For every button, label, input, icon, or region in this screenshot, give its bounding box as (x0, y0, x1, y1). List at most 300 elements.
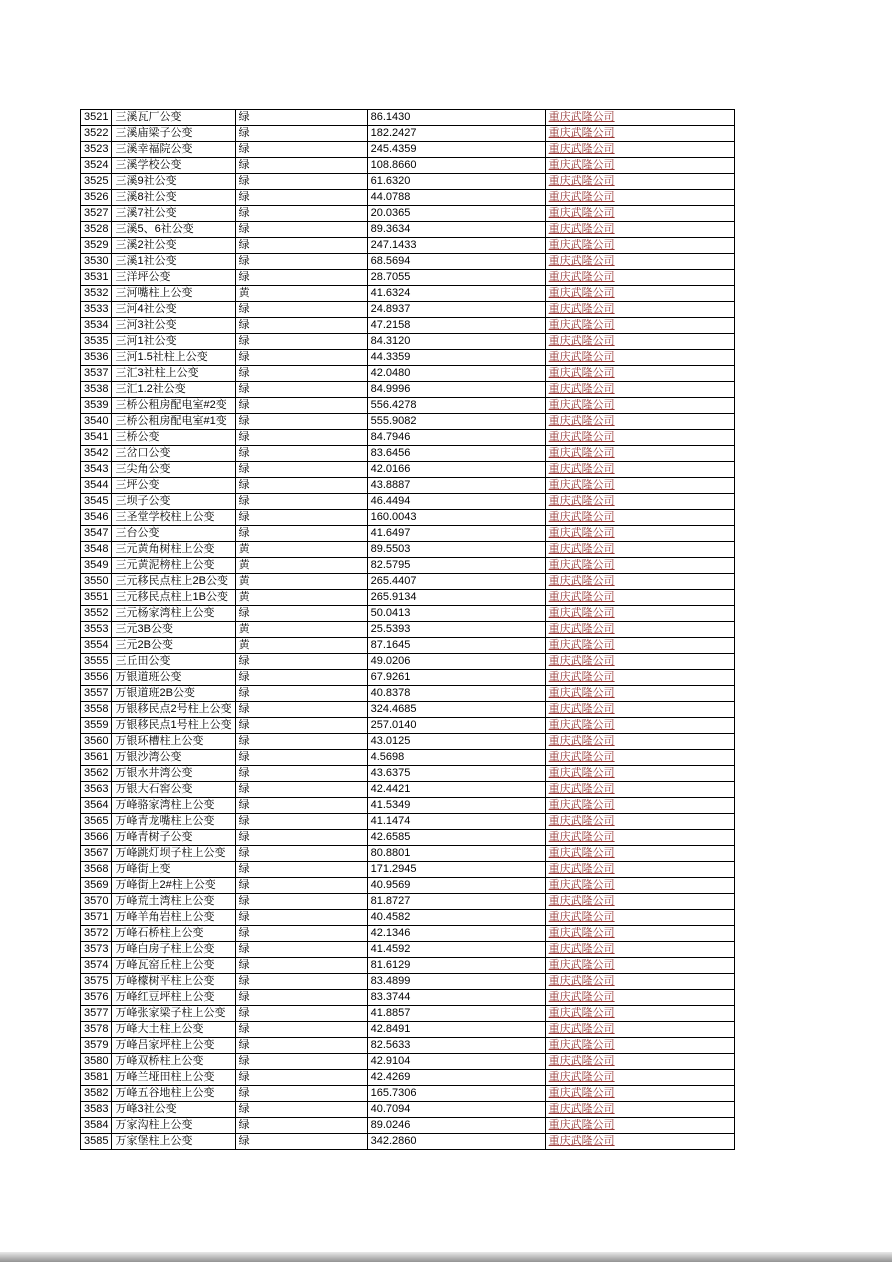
status-cell: 绿 (235, 846, 367, 862)
company-cell[interactable]: 重庆武隆公司 (545, 830, 734, 846)
company-cell[interactable]: 重庆武隆公司 (545, 350, 734, 366)
name-cell: 万峰白房子柱上公变 (112, 942, 235, 958)
row-id-cell: 3573 (81, 942, 112, 958)
row-id-cell: 3563 (81, 782, 112, 798)
value-cell: 41.5349 (367, 798, 545, 814)
company-cell[interactable]: 重庆武隆公司 (545, 126, 734, 142)
table-row (81, 190, 735, 206)
row-id-cell: 3553 (81, 622, 112, 638)
name-cell: 万峰街上2#柱上公变 (112, 878, 235, 894)
status-cell: 绿 (235, 1102, 367, 1118)
company-cell[interactable]: 重庆武隆公司 (545, 334, 734, 350)
company-cell[interactable]: 重庆武隆公司 (545, 382, 734, 398)
value-cell: 83.3744 (367, 990, 545, 1006)
table-row (81, 174, 735, 190)
row-id-cell: 3528 (81, 222, 112, 238)
value-cell: 108.8660 (367, 158, 545, 174)
status-cell: 绿 (235, 126, 367, 142)
name-cell: 万峰骆家湾柱上公变 (112, 798, 235, 814)
status-cell: 绿 (235, 526, 367, 542)
name-cell: 三溪1社公变 (112, 254, 235, 270)
value-cell: 160.0043 (367, 510, 545, 526)
table-row (81, 254, 735, 270)
name-cell: 三溪5、6社公变 (112, 222, 235, 238)
name-cell: 万银大石窖公变 (112, 782, 235, 798)
row-id-cell: 3545 (81, 494, 112, 510)
table-row (81, 798, 735, 814)
company-cell[interactable]: 重庆武隆公司 (545, 206, 734, 222)
table-row (81, 942, 735, 958)
row-id-cell: 3537 (81, 366, 112, 382)
table-row (81, 894, 735, 910)
table-row (81, 926, 735, 942)
status-cell: 绿 (235, 1054, 367, 1070)
company-cell[interactable]: 重庆武隆公司 (545, 270, 734, 286)
status-cell: 绿 (235, 1086, 367, 1102)
table-row (81, 366, 735, 382)
company-cell[interactable]: 重庆武隆公司 (545, 638, 734, 654)
table-row (81, 558, 735, 574)
company-cell[interactable]: 重庆武隆公司 (545, 510, 734, 526)
row-id-cell: 3557 (81, 686, 112, 702)
company-cell[interactable]: 重庆武隆公司 (545, 910, 734, 926)
name-cell: 万银水井湾公变 (112, 766, 235, 782)
value-cell: 41.6324 (367, 286, 545, 302)
status-cell: 绿 (235, 270, 367, 286)
value-cell: 67.9261 (367, 670, 545, 686)
value-cell: 61.6320 (367, 174, 545, 190)
company-cell[interactable]: 重庆武隆公司 (545, 1086, 734, 1102)
status-cell: 绿 (235, 350, 367, 366)
row-id-cell: 3525 (81, 174, 112, 190)
row-id-cell: 3565 (81, 814, 112, 830)
table-row (81, 606, 735, 622)
status-cell: 绿 (235, 510, 367, 526)
status-cell: 绿 (235, 894, 367, 910)
status-cell: 绿 (235, 606, 367, 622)
status-cell: 绿 (235, 958, 367, 974)
company-cell[interactable]: 重庆武隆公司 (545, 1006, 734, 1022)
table-row (81, 878, 735, 894)
table-row (81, 1022, 735, 1038)
row-id-cell: 3583 (81, 1102, 112, 1118)
company-cell[interactable]: 重庆武隆公司 (545, 750, 734, 766)
name-cell: 万银移民点2号柱上公变 (112, 702, 235, 718)
company-cell[interactable]: 重庆武隆公司 (545, 702, 734, 718)
name-cell: 万峰檬树平柱上公变 (112, 974, 235, 990)
status-cell: 绿 (235, 734, 367, 750)
name-cell: 万峰双桥柱上公变 (112, 1054, 235, 1070)
value-cell: 265.9134 (367, 590, 545, 606)
name-cell: 万峰吕家坪柱上公变 (112, 1038, 235, 1054)
row-id-cell: 3581 (81, 1070, 112, 1086)
company-cell[interactable]: 重庆武隆公司 (545, 1038, 734, 1054)
row-id-cell: 3530 (81, 254, 112, 270)
company-cell[interactable]: 重庆武隆公司 (545, 798, 734, 814)
name-cell: 三河3社公变 (112, 318, 235, 334)
value-cell: 42.1346 (367, 926, 545, 942)
row-id-cell: 3527 (81, 206, 112, 222)
table-row (81, 734, 735, 750)
company-cell[interactable]: 重庆武隆公司 (545, 414, 734, 430)
value-cell: 257.0140 (367, 718, 545, 734)
value-cell: 83.6456 (367, 446, 545, 462)
name-cell: 万峰兰垭田柱上公变 (112, 1070, 235, 1086)
row-id-cell: 3542 (81, 446, 112, 462)
name-cell: 万峰跳灯坝子柱上公变 (112, 846, 235, 862)
row-id-cell: 3547 (81, 526, 112, 542)
company-cell[interactable]: 重庆武隆公司 (545, 238, 734, 254)
table-row (81, 158, 735, 174)
company-cell[interactable]: 重庆武隆公司 (545, 446, 734, 462)
company-cell[interactable]: 重庆武隆公司 (545, 990, 734, 1006)
company-cell[interactable]: 重庆武隆公司 (545, 814, 734, 830)
company-cell[interactable]: 重庆武隆公司 (545, 1102, 734, 1118)
row-id-cell: 3574 (81, 958, 112, 974)
name-cell: 三汇1.2社公变 (112, 382, 235, 398)
company-cell[interactable]: 重庆武隆公司 (545, 766, 734, 782)
status-cell: 绿 (235, 478, 367, 494)
table-row (81, 462, 735, 478)
value-cell: 41.4592 (367, 942, 545, 958)
status-cell: 绿 (235, 686, 367, 702)
status-cell: 绿 (235, 430, 367, 446)
table-row (81, 222, 735, 238)
company-cell[interactable]: 重庆武隆公司 (545, 398, 734, 414)
company-cell[interactable]: 重庆武隆公司 (545, 894, 734, 910)
status-cell: 黄 (235, 622, 367, 638)
row-id-cell: 3541 (81, 430, 112, 446)
name-cell: 三溪瓦厂公变 (112, 110, 235, 126)
status-cell: 黄 (235, 286, 367, 302)
status-cell: 绿 (235, 142, 367, 158)
row-id-cell: 3562 (81, 766, 112, 782)
value-cell: 84.3120 (367, 334, 545, 350)
company-cell[interactable]: 重庆武隆公司 (545, 734, 734, 750)
company-cell[interactable]: 重庆武隆公司 (545, 1118, 734, 1134)
status-cell: 绿 (235, 366, 367, 382)
company-cell[interactable]: 重庆武隆公司 (545, 542, 734, 558)
status-cell: 绿 (235, 158, 367, 174)
name-cell: 万银环槽柱上公变 (112, 734, 235, 750)
value-cell: 68.5694 (367, 254, 545, 270)
name-cell: 万峰红豆坪柱上公变 (112, 990, 235, 1006)
name-cell: 三元黄泥榜柱上公变 (112, 558, 235, 574)
company-cell[interactable]: 重庆武隆公司 (545, 1022, 734, 1038)
status-cell: 绿 (235, 254, 367, 270)
row-id-cell: 3538 (81, 382, 112, 398)
table-row (81, 494, 735, 510)
row-id-cell: 3568 (81, 862, 112, 878)
table-row (81, 638, 735, 654)
value-cell: 265.4407 (367, 574, 545, 590)
table-row (81, 206, 735, 222)
row-id-cell: 3555 (81, 654, 112, 670)
table-row (81, 382, 735, 398)
value-cell: 25.5393 (367, 622, 545, 638)
table-row (81, 750, 735, 766)
status-cell: 绿 (235, 798, 367, 814)
table-row (81, 670, 735, 686)
name-cell: 万峰荒土湾柱上公变 (112, 894, 235, 910)
name-cell: 万峰青龙嘴柱上公变 (112, 814, 235, 830)
value-cell: 81.6129 (367, 958, 545, 974)
company-cell[interactable]: 重庆武隆公司 (545, 926, 734, 942)
value-cell: 40.4582 (367, 910, 545, 926)
row-id-cell: 3582 (81, 1086, 112, 1102)
company-cell[interactable]: 重庆武隆公司 (545, 590, 734, 606)
value-cell: 42.9104 (367, 1054, 545, 1070)
row-id-cell: 3539 (81, 398, 112, 414)
name-cell: 三洋坪公变 (112, 270, 235, 286)
value-cell: 42.6585 (367, 830, 545, 846)
row-id-cell: 3566 (81, 830, 112, 846)
status-cell: 绿 (235, 334, 367, 350)
status-cell: 绿 (235, 926, 367, 942)
company-cell[interactable]: 重庆武隆公司 (545, 846, 734, 862)
table-row (81, 270, 735, 286)
name-cell: 三元杨家湾柱上公变 (112, 606, 235, 622)
company-cell[interactable]: 重庆武隆公司 (545, 782, 734, 798)
row-id-cell: 3532 (81, 286, 112, 302)
company-cell[interactable]: 重庆武隆公司 (545, 142, 734, 158)
row-id-cell: 3550 (81, 574, 112, 590)
value-cell: 46.4494 (367, 494, 545, 510)
company-cell[interactable]: 重庆武隆公司 (545, 190, 734, 206)
value-cell: 555.9082 (367, 414, 545, 430)
value-cell: 50.0413 (367, 606, 545, 622)
row-id-cell: 3560 (81, 734, 112, 750)
row-id-cell: 3571 (81, 910, 112, 926)
company-cell[interactable]: 重庆武隆公司 (545, 686, 734, 702)
table-row (81, 654, 735, 670)
company-cell[interactable]: 重庆武隆公司 (545, 302, 734, 318)
table-row (81, 414, 735, 430)
status-cell: 绿 (235, 446, 367, 462)
name-cell: 三桥公变 (112, 430, 235, 446)
value-cell: 47.2158 (367, 318, 545, 334)
company-cell[interactable]: 重庆武隆公司 (545, 478, 734, 494)
status-cell: 绿 (235, 1006, 367, 1022)
row-id-cell: 3556 (81, 670, 112, 686)
name-cell: 三溪8社公变 (112, 190, 235, 206)
status-cell: 绿 (235, 654, 367, 670)
name-cell: 万峰张家梁子柱上公变 (112, 1006, 235, 1022)
value-cell: 40.7094 (367, 1102, 545, 1118)
name-cell: 万峰瓦窑丘柱上公变 (112, 958, 235, 974)
value-cell: 84.9996 (367, 382, 545, 398)
status-cell: 绿 (235, 1134, 367, 1150)
company-cell[interactable]: 重庆武隆公司 (545, 878, 734, 894)
table-row (81, 830, 735, 846)
status-cell: 黄 (235, 574, 367, 590)
value-cell: 44.0788 (367, 190, 545, 206)
company-cell[interactable]: 重庆武隆公司 (545, 462, 734, 478)
company-cell[interactable]: 重庆武隆公司 (545, 174, 734, 190)
company-cell[interactable]: 重庆武隆公司 (545, 1054, 734, 1070)
company-cell[interactable]: 重庆武隆公司 (545, 494, 734, 510)
row-id-cell: 3559 (81, 718, 112, 734)
status-cell: 绿 (235, 318, 367, 334)
table-row (81, 1070, 735, 1086)
name-cell: 三溪庙梁子公变 (112, 126, 235, 142)
row-id-cell: 3543 (81, 462, 112, 478)
table-row (81, 350, 735, 366)
row-id-cell: 3524 (81, 158, 112, 174)
company-cell[interactable]: 重庆武隆公司 (545, 430, 734, 446)
table-row (81, 782, 735, 798)
row-id-cell: 3535 (81, 334, 112, 350)
company-cell[interactable]: 重庆武隆公司 (545, 366, 734, 382)
name-cell: 三坪公变 (112, 478, 235, 494)
status-cell: 绿 (235, 414, 367, 430)
name-cell: 三汇3社柱上公变 (112, 366, 235, 382)
status-cell: 绿 (235, 222, 367, 238)
company-cell[interactable]: 重庆武隆公司 (545, 526, 734, 542)
status-cell: 绿 (235, 814, 367, 830)
table-row (81, 126, 735, 142)
table-row (81, 398, 735, 414)
company-cell[interactable]: 重庆武隆公司 (545, 958, 734, 974)
name-cell: 三河1.5社柱上公变 (112, 350, 235, 366)
table-row (81, 334, 735, 350)
company-cell[interactable]: 重庆武隆公司 (545, 254, 734, 270)
row-id-cell: 3551 (81, 590, 112, 606)
status-cell: 绿 (235, 782, 367, 798)
table-row (81, 286, 735, 302)
value-cell: 80.8801 (367, 846, 545, 862)
table-row (81, 446, 735, 462)
company-cell[interactable]: 重庆武隆公司 (545, 1134, 734, 1150)
value-cell: 165.7306 (367, 1086, 545, 1102)
table-row (81, 766, 735, 782)
status-cell: 绿 (235, 238, 367, 254)
value-cell: 89.5503 (367, 542, 545, 558)
value-cell: 40.9569 (367, 878, 545, 894)
value-cell: 42.0166 (367, 462, 545, 478)
table-row (81, 302, 735, 318)
table-row (81, 910, 735, 926)
row-id-cell: 3572 (81, 926, 112, 942)
company-cell[interactable]: 重庆武隆公司 (545, 622, 734, 638)
company-cell[interactable]: 重庆武隆公司 (545, 158, 734, 174)
status-cell: 绿 (235, 718, 367, 734)
status-cell: 绿 (235, 1022, 367, 1038)
value-cell: 49.0206 (367, 654, 545, 670)
name-cell: 三圣堂学校柱上公变 (112, 510, 235, 526)
company-cell[interactable]: 重庆武隆公司 (545, 1070, 734, 1086)
row-id-cell: 3570 (81, 894, 112, 910)
name-cell: 万银道班2B公变 (112, 686, 235, 702)
status-cell: 绿 (235, 910, 367, 926)
company-cell[interactable]: 重庆武隆公司 (545, 862, 734, 878)
name-cell: 三河1社公变 (112, 334, 235, 350)
table-row (81, 1102, 735, 1118)
row-id-cell: 3544 (81, 478, 112, 494)
company-cell[interactable]: 重庆武隆公司 (545, 654, 734, 670)
name-cell: 万峰石桥柱上公变 (112, 926, 235, 942)
value-cell: 43.8887 (367, 478, 545, 494)
value-cell: 20.0365 (367, 206, 545, 222)
name-cell: 万峰五谷地柱上公变 (112, 1086, 235, 1102)
status-cell: 绿 (235, 1118, 367, 1134)
row-id-cell: 3531 (81, 270, 112, 286)
status-cell: 黄 (235, 542, 367, 558)
value-cell: 87.1645 (367, 638, 545, 654)
status-cell: 绿 (235, 1070, 367, 1086)
value-cell: 83.4899 (367, 974, 545, 990)
status-cell: 绿 (235, 830, 367, 846)
status-cell: 绿 (235, 942, 367, 958)
row-id-cell: 3584 (81, 1118, 112, 1134)
company-cell[interactable]: 重庆武隆公司 (545, 110, 734, 126)
table-row (81, 590, 735, 606)
name-cell: 三元2B公变 (112, 638, 235, 654)
row-id-cell: 3577 (81, 1006, 112, 1022)
company-cell[interactable]: 重庆武隆公司 (545, 974, 734, 990)
company-cell[interactable]: 重庆武隆公司 (545, 606, 734, 622)
value-cell: 41.8857 (367, 1006, 545, 1022)
company-cell[interactable]: 重庆武隆公司 (545, 222, 734, 238)
value-cell: 43.6375 (367, 766, 545, 782)
company-cell[interactable]: 重庆武隆公司 (545, 942, 734, 958)
name-cell: 三岔口公变 (112, 446, 235, 462)
company-cell[interactable]: 重庆武隆公司 (545, 574, 734, 590)
company-cell[interactable]: 重庆武隆公司 (545, 286, 734, 302)
status-cell: 黄 (235, 638, 367, 654)
company-cell[interactable]: 重庆武隆公司 (545, 558, 734, 574)
row-id-cell: 3526 (81, 190, 112, 206)
value-cell: 42.4421 (367, 782, 545, 798)
name-cell: 三元移民点柱上1B公变 (112, 590, 235, 606)
table-row (81, 862, 735, 878)
name-cell: 三溪学校公变 (112, 158, 235, 174)
row-id-cell: 3554 (81, 638, 112, 654)
name-cell: 万峰大土柱上公变 (112, 1022, 235, 1038)
value-cell: 556.4278 (367, 398, 545, 414)
row-id-cell: 3567 (81, 846, 112, 862)
status-cell: 绿 (235, 382, 367, 398)
table-row (81, 846, 735, 862)
value-cell: 247.1433 (367, 238, 545, 254)
row-id-cell: 3558 (81, 702, 112, 718)
status-cell: 绿 (235, 494, 367, 510)
value-cell: 86.1430 (367, 110, 545, 126)
status-cell: 黄 (235, 590, 367, 606)
name-cell: 万家堡柱上公变 (112, 1134, 235, 1150)
name-cell: 三元移民点柱上2B公变 (112, 574, 235, 590)
company-cell[interactable]: 重庆武隆公司 (545, 670, 734, 686)
value-cell: 82.5795 (367, 558, 545, 574)
name-cell: 三元黄角树柱上公变 (112, 542, 235, 558)
table-row (81, 718, 735, 734)
row-id-cell: 3564 (81, 798, 112, 814)
status-cell: 绿 (235, 174, 367, 190)
value-cell: 41.6497 (367, 526, 545, 542)
table-row (81, 958, 735, 974)
row-id-cell: 3533 (81, 302, 112, 318)
company-cell[interactable]: 重庆武隆公司 (545, 718, 734, 734)
table-row (81, 622, 735, 638)
value-cell: 41.1474 (367, 814, 545, 830)
name-cell: 万银移民点1号柱上公变 (112, 718, 235, 734)
value-cell: 182.2427 (367, 126, 545, 142)
company-cell[interactable]: 重庆武隆公司 (545, 318, 734, 334)
name-cell: 三桥公租房配电室#2变 (112, 398, 235, 414)
data-table (80, 109, 735, 1150)
value-cell: 44.3359 (367, 350, 545, 366)
status-cell: 绿 (235, 862, 367, 878)
